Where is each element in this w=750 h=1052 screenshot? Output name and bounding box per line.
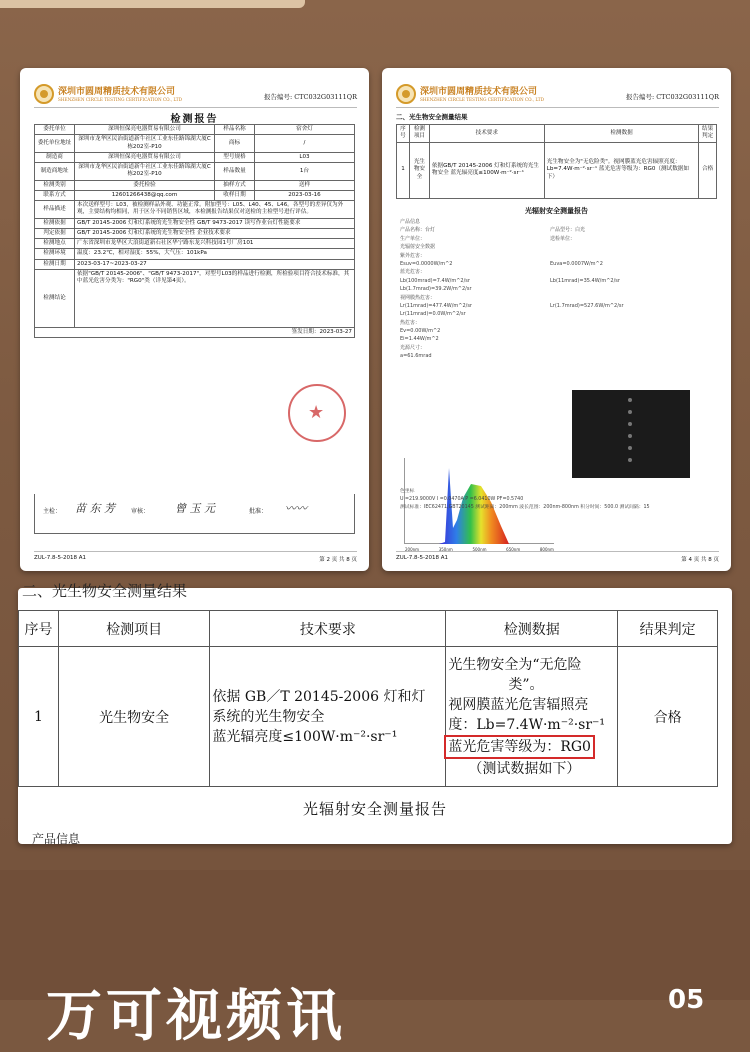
signature-row	[34, 494, 355, 534]
measure-left: Lb(100mrad)=7.4W/m^2/sr	[400, 277, 470, 284]
measure-left: 紫外危害：	[400, 252, 426, 259]
report-page-2	[20, 68, 369, 571]
col-header: 检测数据	[544, 125, 699, 143]
radiation-report-title: 光辐射安全测量报告	[302, 800, 447, 818]
top-decor-tab	[0, 0, 305, 8]
measure-row	[400, 344, 710, 352]
info-row	[35, 125, 355, 135]
sig-review-label: 审核：	[131, 508, 150, 515]
measure-row	[400, 268, 710, 276]
row-key: 样品描述	[35, 201, 75, 219]
row-value: 本次送样型号：L03，被检测样品外观、功能正常。附加型号：L05、L40、45、L46。各型号的差异仅为外观，主要结构均相同，用于区分不同销售区域，本检测报告结果仅对送检的主检型号进行评估。	[75, 201, 355, 219]
report-header	[34, 82, 357, 108]
row-key2: 样品数量	[215, 163, 255, 181]
spectrum-tick-label: 650nm	[506, 547, 521, 552]
report-number: 报告编号: CTC032G03111QR	[263, 93, 357, 101]
row-key2: 收样日期	[215, 190, 255, 200]
report-title: 检测报告	[170, 114, 219, 125]
colorimetry-block	[400, 488, 700, 512]
row-value: GB/T 20145-2006 灯和灯系统的光生物安全性 GB/T 9473-2017 读写作业台灯性能要求	[75, 218, 355, 228]
measure-left: 光源尺寸：	[400, 344, 426, 351]
col-header: 检测数据	[446, 611, 618, 647]
report-number: 报告编号: CTC032G03111QR	[625, 93, 719, 101]
measure-left: 视网膜热危害：	[400, 294, 436, 301]
row-key2: 型号规格	[215, 152, 255, 162]
measure-right: Euva=0.0007W/m^2	[550, 260, 603, 267]
measure-row	[400, 310, 710, 318]
row-value2: /	[255, 135, 355, 153]
row-value: GB/T 20145-2006 灯和灯系统的光生物安全性 企业技术要求	[75, 228, 355, 238]
cell-data	[446, 647, 618, 787]
row-key: 联系方式	[35, 190, 75, 200]
req-line: 系统的光生物安全	[212, 708, 325, 725]
row-key: 检测结论	[35, 269, 75, 327]
cell-data: 光生物安全为"无危险类"。视网膜蓝光危害辐照亮度：Lb=7.4W·m⁻²·sr⁻¹ 蓝光危害等级为：RG0（测试数据如下）	[544, 142, 699, 198]
signature-main: 苗 东 芳	[75, 502, 115, 515]
row-value2: 1台	[255, 163, 355, 181]
signature-review: 曾 玉 元	[175, 502, 215, 515]
measure-row	[400, 243, 710, 251]
data-line: 类”。	[508, 676, 544, 693]
measure-left: 光辐射安全数据	[400, 244, 436, 251]
col-header: 序号	[19, 611, 59, 647]
measure-row	[400, 277, 710, 285]
row-value2: 宿舍灯	[255, 125, 355, 135]
measure-left: Ei=1.44W/m^2	[400, 336, 439, 343]
row-key: 判定依据	[35, 228, 75, 238]
spectrum-tick-label: 350nm	[438, 547, 453, 552]
info-row	[35, 259, 355, 269]
row-key: 制造商地址	[35, 163, 75, 181]
measure-row	[400, 294, 710, 302]
col-header: 技术要求	[210, 611, 446, 647]
row-key: 检测环境	[35, 249, 75, 259]
measure-left: Lr(11mrad)=0.0W/m^2/sr	[400, 311, 466, 318]
cell-item: 光生物安全	[409, 142, 429, 198]
row-key: 委托单位	[35, 125, 75, 135]
req-line: 依据 GB／T 20145-2006 灯和灯	[212, 688, 426, 705]
col-header: 检测项目	[409, 125, 429, 143]
info-row	[35, 163, 355, 181]
results-table	[396, 124, 717, 199]
bottom-headline: 万可视频讯	[46, 984, 346, 1049]
measure-left: Lr(11mrad)=477.4W/m^2/sr	[400, 302, 472, 309]
info-row	[35, 218, 355, 228]
sign-date: 签发日期：2023-03-27	[35, 327, 355, 337]
company-name-cn: 深圳市圆周精质技术有限公司	[420, 87, 538, 97]
measure-left: 生产单位：	[400, 235, 426, 242]
col-header: 序号	[397, 125, 410, 143]
measure-left: a=61.6mrad	[400, 353, 432, 360]
sig-main-label: 主检：	[43, 508, 62, 515]
cell-result: 合格	[618, 647, 718, 787]
row-value: 12601266438@qq.com	[75, 190, 215, 200]
info-row	[35, 180, 355, 190]
data-line: 光生物安全为“无危险	[448, 656, 582, 673]
info-row	[35, 228, 355, 238]
row-key2: 样品名称	[215, 125, 255, 135]
row-value2: 送样	[255, 180, 355, 190]
company-logo-icon	[396, 84, 416, 104]
signature-approve: 〰〰	[285, 502, 307, 515]
company-logo-icon	[34, 84, 54, 104]
test-conditions: 测试标准：IEC62471,GBT20145 测试距离：200mm 波长范围：200nm-800nm 积分时间：500.0 测试间隔：15	[400, 505, 650, 510]
measure-row	[400, 226, 710, 234]
row-key: 检测类别	[35, 180, 75, 190]
measure-right: Lr(1.7mrad)=527.6W/m^2/sr	[550, 302, 624, 309]
zoomed-results-panel	[18, 582, 732, 846]
section-title: 二、光生物安全测量结果	[396, 113, 468, 121]
info-row	[35, 239, 355, 249]
row-value: 广东省深圳市龙华区大浪街道新石社区华宁路东龙兴科技园1号厂房101	[75, 239, 355, 249]
measure-left: 产品信息	[400, 219, 421, 225]
spectrum-tick-label: 500nm	[472, 547, 487, 552]
row-key: 制造商	[35, 152, 75, 162]
row-value: 温度：23.2℃，相对湿度：55%，大气压：101kPa	[75, 249, 355, 259]
col-header: 技术要求	[429, 125, 544, 143]
info-row	[35, 249, 355, 259]
row-value: 深圳恒保亮电器贸易有限公司	[75, 125, 215, 135]
report-page-4	[382, 68, 731, 571]
row-value: 深圳市龙华区民治街道新牛社区工业东佳路锦湖大厦C栋202室-P10	[75, 163, 215, 181]
measure-row	[400, 327, 710, 335]
measure-row	[400, 252, 710, 260]
col-header: 结果判定	[699, 125, 717, 143]
info-row	[35, 190, 355, 200]
info-row	[35, 201, 355, 219]
footer-code: ZUL-7.8-5-2018 A1	[396, 555, 448, 561]
info-row	[35, 152, 355, 162]
col-header: 检测项目	[58, 611, 210, 647]
light-source-image	[572, 390, 690, 478]
colorimetry-values: U =219.9000V I =0.0470A P =6.0410W PF=0.5740	[400, 497, 524, 502]
req-line: 蓝光辐亮度≤100W·m⁻²·sr⁻¹	[212, 728, 398, 745]
measure-row	[400, 302, 710, 310]
company-name-en: SHENZHEN CIRCLE TESTING CERTIFICATION CO., LTD	[58, 97, 182, 102]
measure-left: Ev=0.00W/m^2	[400, 328, 441, 335]
row-value: 深圳市龙华区民治街道新牛社区工业东佳路锦湖大厦C栋202室-P10	[75, 135, 215, 153]
row-value2: 2023-03-16	[255, 190, 355, 200]
highlight-box: 蓝光危害等级为：RG0	[444, 735, 595, 759]
measure-row	[400, 260, 710, 268]
report-header	[396, 82, 719, 108]
cell-no: 1	[397, 142, 410, 198]
row-key2: 抽样方式	[215, 180, 255, 190]
col-header: 结果判定	[618, 611, 718, 647]
cell-req: 依据GB/T 20145-2006 灯和灯系统的光生物安全 蓝光辐亮度≤100W·m⁻²·sr⁻¹	[429, 142, 544, 198]
data-line: 视网膜蓝光危害辐照亮	[448, 696, 589, 713]
measure-left: Esuv=0.0000W/m^2	[400, 260, 453, 267]
row-key: 检测地点	[35, 239, 75, 249]
footer-code: ZUL-7.8-5-2018 A1	[34, 555, 86, 561]
report-info-table	[34, 124, 355, 338]
cut-text: 产品信息	[32, 832, 81, 846]
measure-left: Lb(1.7mrad)=39.2W/m^2/sr	[400, 286, 472, 293]
row-key: 检测依据	[35, 218, 75, 228]
spectrum-tick-label: 200nm	[405, 547, 420, 552]
info-row	[35, 135, 355, 153]
cell-no: 1	[19, 647, 59, 787]
measure-right: 送检单位：	[550, 235, 576, 242]
measure-right: Lb(11mrad)=35.4W/m^2/sr	[550, 277, 620, 284]
row-value2: L03	[255, 152, 355, 162]
spectrum-tick-label: 800nm	[539, 547, 554, 552]
info-row	[35, 269, 355, 327]
sig-approve-label: 批准：	[249, 508, 268, 515]
measure-row	[400, 235, 710, 243]
section-title: 二、光生物安全测量结果	[22, 582, 188, 600]
colorimetry-title: 色坐标	[400, 489, 415, 494]
row-key2: 商标	[215, 135, 255, 153]
row-key: 委托单位地址	[35, 135, 75, 153]
cell-req	[210, 647, 446, 787]
measure-row	[400, 285, 710, 293]
cell-result: 合格	[699, 142, 717, 198]
company-name-cn: 深圳市圆周精质技术有限公司	[58, 87, 176, 97]
measurement-list	[400, 218, 710, 361]
report-footer	[34, 551, 357, 561]
measure-left: 蓝光危害：	[400, 269, 426, 276]
company-name-en: SHENZHEN CIRCLE TESTING CERTIFICATION CO., LTD	[420, 97, 544, 102]
measure-left: 热危害：	[400, 319, 421, 326]
measure-left: 产品名称：台灯	[400, 227, 436, 234]
report-footer	[396, 551, 719, 561]
measure-right: 产品型号：白光	[550, 227, 586, 234]
measure-row	[400, 218, 710, 226]
row-value: 深圳恒保亮电器贸易有限公司	[75, 152, 215, 162]
data-line: （测试数据如下）	[468, 760, 581, 777]
data-line: 度：Lb=7.4W·m⁻²·sr⁻¹	[448, 716, 606, 733]
measure-row	[400, 319, 710, 327]
cell-item: 光生物安全	[58, 647, 210, 787]
measure-row	[400, 352, 710, 360]
footer-page: 第 2 页 共 8 页	[319, 557, 357, 563]
measure-row	[400, 335, 710, 343]
row-value: 委托检验	[75, 180, 215, 190]
row-value: 依据"GB/T 20145-2006"、"GB/T 9473-2017"，对型号L03的样品进行检测，所检验项目符合技术标准，其中蓝光危害分类为："RG0"类（详见第4页）。	[75, 269, 355, 327]
zoomed-results-table	[18, 610, 718, 787]
row-key: 检测日期	[35, 259, 75, 269]
footer-page: 第 4 页 共 8 页	[681, 557, 719, 563]
page-number: 05	[668, 985, 705, 1015]
row-value: 2023-03-17~2023-03-27	[75, 259, 355, 269]
radiation-report-title: 光辐射安全测量报告	[525, 206, 588, 215]
official-seal-stamp	[288, 384, 346, 442]
